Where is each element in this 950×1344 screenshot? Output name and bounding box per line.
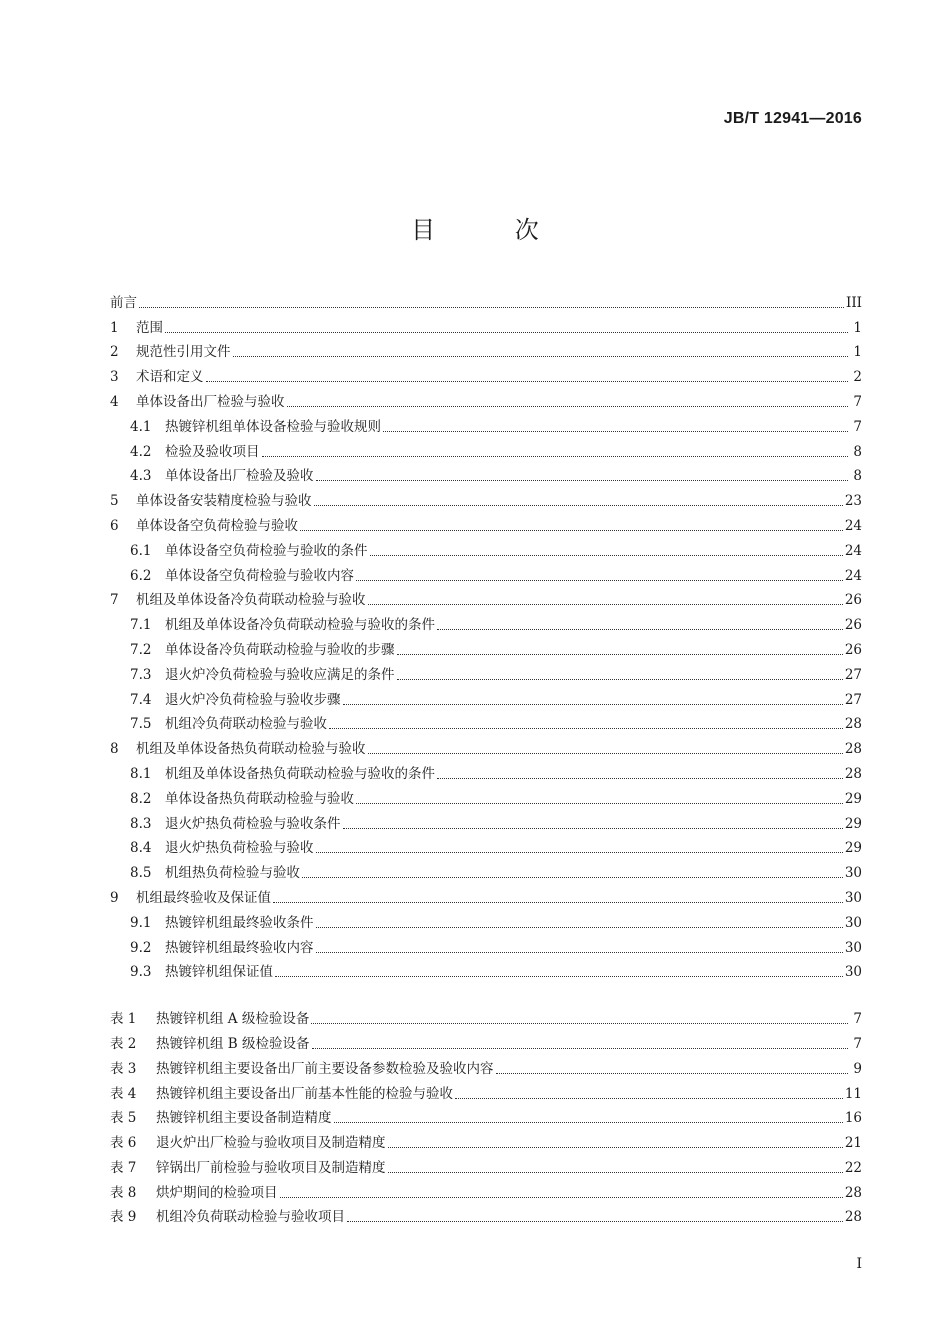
entry-number: 表 6 <box>110 1135 137 1152</box>
dot-leader <box>388 1172 843 1173</box>
entry-title: 术语和定义 <box>136 369 204 386</box>
dot-leader <box>280 1197 843 1198</box>
entry-title: 单体设备冷负荷联动检验与验收的步骤 <box>165 641 395 658</box>
toc-entry[interactable] <box>110 462 862 487</box>
entry-page-number: 16 <box>844 1110 862 1127</box>
toc-entry[interactable] <box>110 685 862 710</box>
table-list-entry[interactable] <box>110 1004 862 1029</box>
entry-page-number: III <box>846 294 862 311</box>
dot-leader <box>311 1023 848 1024</box>
dot-leader <box>343 828 843 829</box>
toc-entry[interactable] <box>110 338 862 363</box>
entry-title: 单体设备安装精度检验与验收 <box>136 493 312 510</box>
entry-page-number: 28 <box>844 741 862 758</box>
dot-leader <box>388 1147 843 1148</box>
table-list-entry[interactable] <box>110 1054 862 1079</box>
entry-number: 表 4 <box>110 1085 137 1102</box>
entry-page-number: 24 <box>844 567 862 584</box>
entry-title: 退火炉出厂检验与验收项目及制造精度 <box>156 1135 386 1152</box>
entry-title: 机组及单体设备热负荷联动检验与验收的条件 <box>165 765 435 782</box>
toc-entry[interactable] <box>110 958 862 983</box>
entry-page-number: 1 <box>853 319 862 336</box>
toc-entry[interactable] <box>110 313 862 338</box>
dot-leader <box>329 728 843 729</box>
entry-page-number: 8 <box>853 443 862 460</box>
entry-page-number: 7 <box>853 393 862 410</box>
dot-leader <box>316 927 843 928</box>
table-list-entry[interactable] <box>110 1178 862 1203</box>
entry-page-number: 1 <box>853 344 862 361</box>
entry-title: 烘炉期间的检验项目 <box>156 1184 278 1201</box>
entry-number: 9 <box>110 889 119 906</box>
entry-title: 机组冷负荷联动检验与验收项目 <box>156 1209 345 1226</box>
dot-leader <box>356 803 843 804</box>
table-list-entry[interactable] <box>110 1029 862 1054</box>
entry-title: 前言 <box>110 294 137 311</box>
dot-leader <box>262 456 849 457</box>
dot-leader <box>287 406 849 407</box>
entry-number: 7 <box>110 592 119 609</box>
table-list-entry[interactable] <box>110 1079 862 1104</box>
entry-page-number: 24 <box>844 517 862 534</box>
dot-leader <box>273 902 843 903</box>
entry-number: 9.3 <box>130 964 152 981</box>
toc-entry[interactable] <box>110 437 862 462</box>
toc-entry[interactable] <box>110 486 862 511</box>
dot-leader <box>139 307 844 308</box>
dot-leader <box>343 704 843 705</box>
dot-leader <box>356 580 843 581</box>
entry-number: 7.1 <box>130 617 152 634</box>
toc-entry[interactable] <box>110 759 862 784</box>
toc-entry[interactable] <box>110 734 862 759</box>
entry-number: 7.2 <box>130 641 152 658</box>
entry-title: 热镀锌机组主要设备出厂前基本性能的检验与验收 <box>156 1085 453 1102</box>
entry-page-number: 26 <box>844 641 862 658</box>
entry-title: 单体设备空负荷检验与验收的条件 <box>165 542 368 559</box>
entry-title: 范围 <box>136 319 163 336</box>
entry-title: 单体设备热负荷联动检验与验收 <box>165 790 354 807</box>
entry-number: 9.2 <box>130 939 152 956</box>
entry-page-number: 21 <box>844 1135 862 1152</box>
entry-page-number: 22 <box>844 1159 862 1176</box>
entry-page-number: 7 <box>853 1035 862 1052</box>
entry-title: 锌锅出厂前检验与验收项目及制造精度 <box>156 1159 386 1176</box>
dot-leader <box>300 530 843 531</box>
entry-number: 8.5 <box>130 865 152 882</box>
entry-title: 机组及单体设备冷负荷联动检验与验收 <box>136 592 366 609</box>
entry-page-number: 11 <box>844 1085 862 1102</box>
entry-page-number: 30 <box>844 939 862 956</box>
entry-number: 4 <box>110 393 119 410</box>
entry-page-number: 30 <box>844 889 862 906</box>
entry-page-number: 26 <box>844 592 862 609</box>
dot-leader <box>233 356 849 357</box>
entry-number: 表 8 <box>110 1184 137 1201</box>
entry-page-number: 23 <box>844 493 862 510</box>
dot-leader <box>206 381 849 382</box>
entry-number: 8.3 <box>130 815 152 832</box>
entry-page-number: 30 <box>844 964 862 981</box>
entry-title: 热镀锌机组单体设备检验与验收规则 <box>165 418 381 435</box>
entry-number: 1 <box>110 319 119 336</box>
entry-page-number: 29 <box>844 815 862 832</box>
document-code: JB/T 12941—2016 <box>723 110 862 127</box>
entry-title: 热镀锌机组保证值 <box>165 964 273 981</box>
entry-number: 8.1 <box>130 765 152 782</box>
entry-number: 表 2 <box>110 1035 137 1052</box>
section-gap <box>110 982 862 1004</box>
dot-leader <box>397 654 843 655</box>
toc-entry[interactable] <box>110 586 862 611</box>
toc-entry[interactable] <box>110 412 862 437</box>
toc-entry[interactable] <box>110 561 862 586</box>
entry-number: 表 9 <box>110 1209 137 1226</box>
table-list-entry[interactable] <box>110 1128 862 1153</box>
entry-number: 8 <box>110 741 119 758</box>
dot-leader <box>316 952 843 953</box>
entry-number: 9.1 <box>130 914 152 931</box>
table-of-contents <box>110 288 862 1227</box>
entry-title: 机组热负荷检验与验收 <box>165 865 300 882</box>
entry-title: 机组及单体设备冷负荷联动检验与验收的条件 <box>165 617 435 634</box>
entry-page-number: 27 <box>844 666 862 683</box>
toc-entry[interactable] <box>110 511 862 536</box>
dot-leader <box>334 1122 843 1123</box>
entry-title: 退火炉热负荷检验与验收条件 <box>165 815 341 832</box>
entry-number: 7.4 <box>130 691 152 708</box>
entry-page-number: 7 <box>853 1011 862 1028</box>
toc-entry[interactable] <box>110 858 862 883</box>
entry-title: 退火炉热负荷检验与验收 <box>165 840 314 857</box>
dot-leader <box>437 778 843 779</box>
entry-title: 单体设备出厂检验与验收 <box>136 393 285 410</box>
entry-number: 7.5 <box>130 716 152 733</box>
entry-title: 退火炉冷负荷检验与验收应满足的条件 <box>165 666 395 683</box>
dot-leader <box>347 1221 843 1222</box>
dot-leader <box>368 753 843 754</box>
entry-number: 4.1 <box>130 418 152 435</box>
dot-leader <box>316 852 843 853</box>
entry-title: 单体设备出厂检验及验收 <box>165 468 314 485</box>
entry-number: 表 5 <box>110 1110 137 1127</box>
dot-leader <box>275 976 843 977</box>
entry-title: 单体设备空负荷检验与验收内容 <box>165 567 354 584</box>
entry-title: 热镀锌机组 B 级检验设备 <box>156 1035 310 1052</box>
entry-page-number: 2 <box>853 369 862 386</box>
entry-title: 热镀锌机组最终验收内容 <box>165 939 314 956</box>
entry-number: 4.3 <box>130 468 152 485</box>
entry-title: 热镀锌机组主要设备制造精度 <box>156 1110 332 1127</box>
entry-title: 机组最终验收及保证值 <box>136 889 271 906</box>
toc-entry[interactable] <box>110 536 862 561</box>
entry-page-number: 30 <box>844 865 862 882</box>
entry-number: 表 7 <box>110 1159 137 1176</box>
dot-leader <box>165 332 848 333</box>
dot-leader <box>368 604 843 605</box>
entry-title: 退火炉冷负荷检验与验收步骤 <box>165 691 341 708</box>
entry-page-number: 8 <box>853 468 862 485</box>
entry-title: 热镀锌机组 A 级检验设备 <box>156 1011 310 1028</box>
dot-leader <box>370 555 843 556</box>
entry-number: 6 <box>110 517 119 534</box>
page-number: I <box>856 1256 862 1272</box>
entry-number: 8.2 <box>130 790 152 807</box>
entry-title: 热镀锌机组主要设备出厂前主要设备参数检验及验收内容 <box>156 1060 494 1077</box>
toc-entry[interactable] <box>110 834 862 859</box>
entry-page-number: 28 <box>844 765 862 782</box>
entry-page-number: 29 <box>844 790 862 807</box>
entry-number: 6.2 <box>130 567 152 584</box>
toc-entry[interactable] <box>110 387 862 412</box>
toc-entry[interactable] <box>110 660 862 685</box>
dot-leader <box>316 480 849 481</box>
table-list-entry[interactable] <box>110 1153 862 1178</box>
dot-leader <box>437 629 843 630</box>
dot-leader <box>383 431 848 432</box>
entry-title: 热镀锌机组最终验收条件 <box>165 914 314 931</box>
dot-leader <box>302 877 843 878</box>
entry-number: 表 1 <box>110 1011 137 1028</box>
entry-title: 机组及单体设备热负荷联动检验与验收 <box>136 741 366 758</box>
table-list-entry[interactable] <box>110 1203 862 1228</box>
dot-leader <box>496 1073 849 1074</box>
entry-title: 规范性引用文件 <box>136 344 231 361</box>
entry-title: 单体设备空负荷检验与验收 <box>136 517 298 534</box>
toc-entry[interactable] <box>110 908 862 933</box>
table-list-entry[interactable] <box>110 1104 862 1129</box>
entry-number: 6.1 <box>130 542 152 559</box>
dot-leader <box>312 1048 848 1049</box>
entry-number: 8.4 <box>130 840 152 857</box>
toc-entry[interactable] <box>110 710 862 735</box>
entry-page-number: 7 <box>853 418 862 435</box>
entry-page-number: 30 <box>844 914 862 931</box>
entry-page-number: 27 <box>844 691 862 708</box>
dot-leader <box>397 679 843 680</box>
toc-entry[interactable] <box>110 883 862 908</box>
entry-page-number: 28 <box>844 1209 862 1226</box>
toc-entry[interactable] <box>110 809 862 834</box>
toc-entry[interactable] <box>110 784 862 809</box>
dot-leader <box>314 505 843 506</box>
entry-title: 机组冷负荷联动检验与验收 <box>165 716 327 733</box>
entry-number: 3 <box>110 369 119 386</box>
entry-page-number: 9 <box>853 1060 862 1077</box>
entry-page-number: 28 <box>844 1184 862 1201</box>
entry-page-number: 28 <box>844 716 862 733</box>
dot-leader <box>455 1098 843 1099</box>
entry-number: 4.2 <box>130 443 152 460</box>
toc-entry[interactable] <box>110 635 862 660</box>
toc-entry[interactable] <box>110 288 862 313</box>
entry-number: 表 3 <box>110 1060 137 1077</box>
entry-page-number: 26 <box>844 617 862 634</box>
page-title: 目 次 <box>411 216 575 244</box>
entry-number: 7.3 <box>130 666 152 683</box>
entry-page-number: 24 <box>844 542 862 559</box>
toc-entry[interactable] <box>110 610 862 635</box>
toc-entry[interactable] <box>110 933 862 958</box>
toc-entry[interactable] <box>110 362 862 387</box>
entry-number: 5 <box>110 493 119 510</box>
entry-title: 检验及验收项目 <box>165 443 260 460</box>
entry-page-number: 29 <box>844 840 862 857</box>
entry-number: 2 <box>110 344 119 361</box>
